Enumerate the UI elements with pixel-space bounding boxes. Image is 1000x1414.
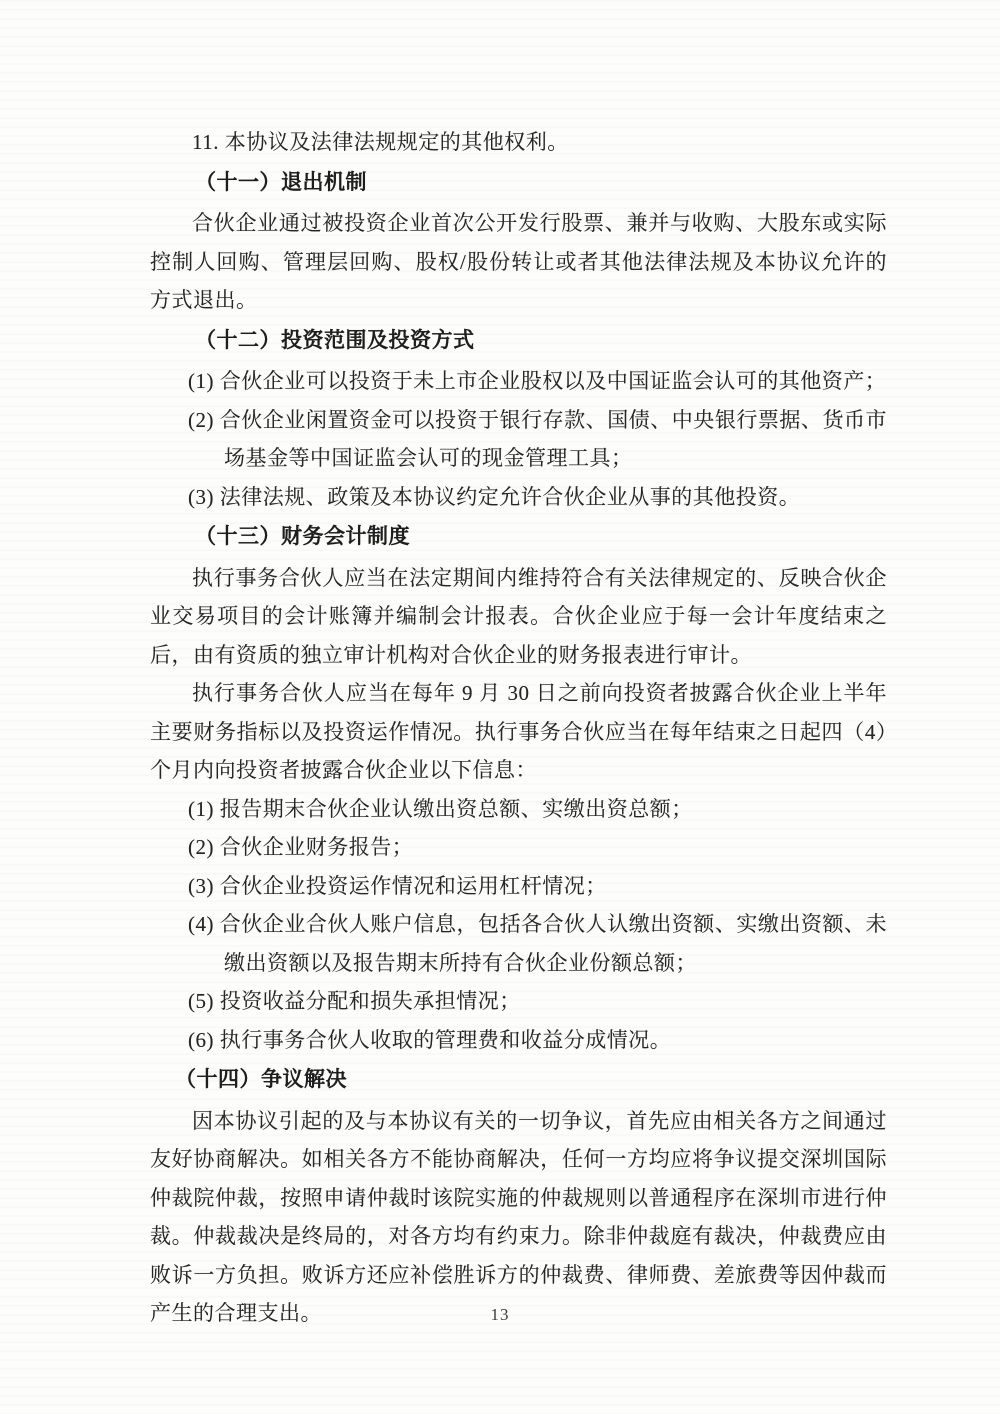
list-item-investment-3: (3) 法律法规、政策及本协议约定允许合伙企业从事的其他投资。: [188, 484, 801, 509]
page-number: 13: [490, 1305, 510, 1324]
list-item-investment-1: (1) 合伙企业可以投资于未上市企业股权以及中国证监会认可的其他资产；: [188, 369, 887, 393]
list-item-disclosure-5: (5) 投资收益分配和损失承担情况；: [188, 989, 521, 1013]
paragraph-exit-mechanism: 合伙企业通过被投资企业首次公开发行股票、兼并与收购、大股东或实际控制人回购、管理层回购、股权/股份转让或者其他法律法规及本协议允许的方式退出。: [150, 211, 887, 312]
list-item-disclosure-2: (2) 合伙企业财务报告；: [188, 835, 414, 859]
list-item-disclosure-3: (3) 合伙企业投资运作情况和运用杠杆情况；: [188, 873, 607, 898]
heading-section-14-dispute-resolution: （十四）争议解决: [175, 1068, 347, 1091]
list-item-disclosure-4: (4) 合伙企业合伙人账户信息，包括各合伙人认缴出资额、实缴出资额、未缴出资额以及报告期末所持有合伙企业份额总额；: [188, 912, 887, 975]
heading-section-13-financial-accounting: （十三）财务会计制度: [195, 525, 410, 548]
paragraph-dispute-resolution: 因本协议引起的及与本协议有关的一切争议，首先应由相关各方之间通过友好协商解决。如相关各方不能协商解决，任何一方均应将争议提交深圳国际仲裁院仲裁，按照申请仲裁时该院实施的仲裁规则以普通程序在深圳市进行仲裁。仲裁裁决是终局的，对各方均有约束力。除非仲裁庭有裁决，仲裁费应由败诉一方负担。败诉方还应补偿胜诉方的仲裁费、律师费、差旅费等因仲裁而产生的合理支出。: [150, 1108, 887, 1325]
heading-section-11-exit-mechanism: （十一）退出机制: [195, 170, 367, 194]
paragraph-accounting-books: 执行事务合伙人应当在法定期间内维持符合有关法律规定的、反映合伙企业交易项目的会计账簿并编制会计报表。合伙企业应于每一会计年度结束之后，由有资质的独立审计机构对合伙企业的财务报表进行审计。: [150, 565, 887, 667]
list-item-disclosure-6: (6) 执行事务合伙人收取的管理费和收益分成情况。: [188, 1027, 672, 1052]
list-item-disclosure-1: (1) 报告期末合伙企业认缴出资总额、实缴出资总额；: [188, 796, 693, 821]
paragraph-disclosure-schedule: 执行事务合伙人应当在每年 9 月 30 日之前向投资者披露合伙企业上半年主要财务指标以及投资运作情况。执行事务合伙应当在每年结束之日起四（4）个月内向投资者披露合伙企业以下信息：: [150, 681, 887, 782]
clause-11-other-rights: 11. 本协议及法律法规规定的其他权利。: [192, 130, 569, 154]
list-item-investment-2: (2) 合伙企业闲置资金可以投资于银行存款、国债、中央银行票据、货币市场基金等中国证监会认可的现金管理工具；: [188, 407, 887, 470]
heading-section-12-investment-scope: （十二）投资范围及投资方式: [195, 328, 475, 352]
